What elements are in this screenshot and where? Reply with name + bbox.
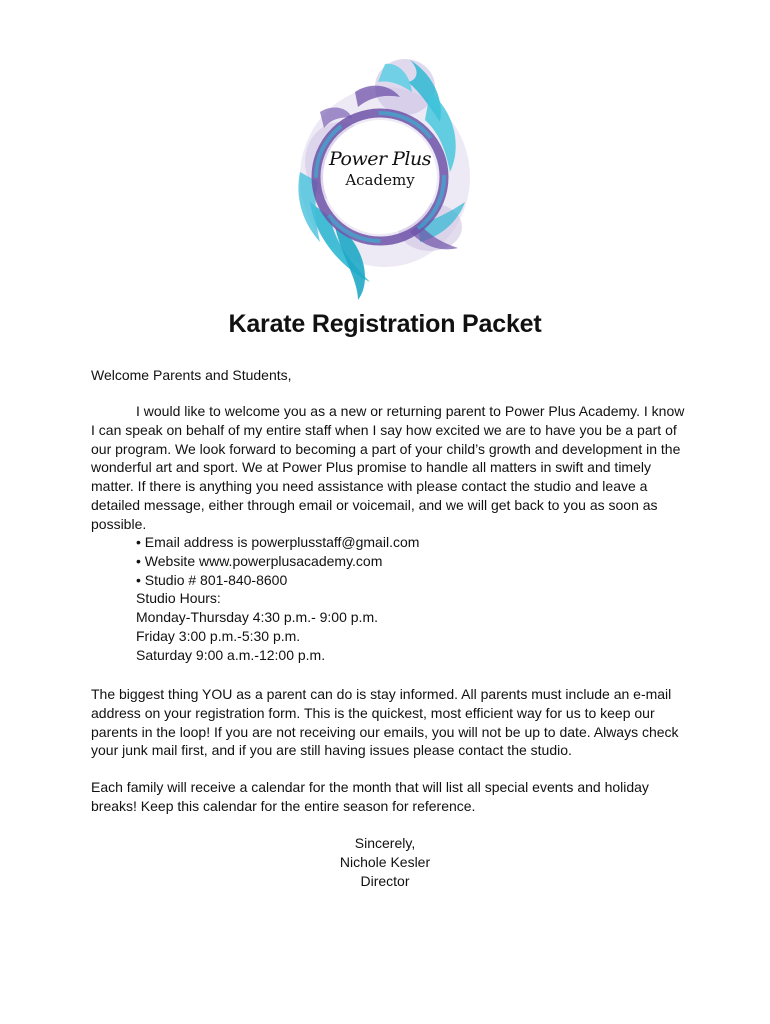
logo-line1: Power Plus bbox=[329, 148, 431, 170]
studio-hours-saturday: Saturday 9:00 a.m.-12:00 p.m. bbox=[136, 646, 326, 663]
contact-email: • Email address is powerplusstaff@gmail.com bbox=[136, 534, 420, 550]
page-title: Karate Registration Packet bbox=[228, 310, 542, 338]
intro-text: I would like to welcome you as a new or returning parent to Power Plus Academy. I know I can speak on behalf of my entire staff when I say how excited we are to have you be a part of our program. We look forward to becoming a part of your child’s growth and development in the wonderful art and sport. We at Power Plus promise to handle all matters in swift and timely matter. If there is anything you need assistance with please contact the studio and leave a detailed message, either through email or voicemail, and we will get back to you as soon as possible. bbox=[91, 403, 685, 532]
studio-hours-label: Studio Hours: bbox=[136, 590, 221, 607]
signoff-role: Director bbox=[360, 872, 410, 889]
intro-paragraph bbox=[91, 402, 685, 534]
power-plus-academy-logo bbox=[280, 52, 480, 304]
studio-hours-friday: Friday 3:00 p.m.-5:30 p.m. bbox=[136, 627, 301, 644]
studio-hours-weekday: Monday-Thursday 4:30 p.m.- 9:00 p.m. bbox=[136, 609, 378, 626]
logo-line2: Academy bbox=[345, 171, 415, 189]
contact-studio-phone: • Studio # 801-840-8600 bbox=[136, 571, 288, 588]
logo-wordmark bbox=[280, 148, 480, 189]
contact-website: • Website www.powerplusacademy.com bbox=[136, 552, 383, 569]
stay-informed-paragraph: The biggest thing YOU as a parent can do is stay informed. All parents must include an e-mail address on your registration form. This is the quickest, most efficient way for us to keep our parents in the loop! If you are not receiving our emails, you will not be up to date. Always check your junk mail first, and if you are still having issues please contact the studio. bbox=[91, 686, 679, 759]
signoff-name: Nichole Kesler bbox=[339, 853, 431, 870]
contact-list bbox=[136, 533, 419, 665]
signoff bbox=[0, 834, 770, 890]
greeting: Welcome Parents and Students, bbox=[91, 367, 292, 383]
signoff-closing: Sincerely, bbox=[354, 835, 416, 851]
calendar-paragraph: Each family will receive a calendar for the month that will list all special events and holiday breaks! Keep this calendar for the entire season for reference. bbox=[91, 779, 649, 814]
